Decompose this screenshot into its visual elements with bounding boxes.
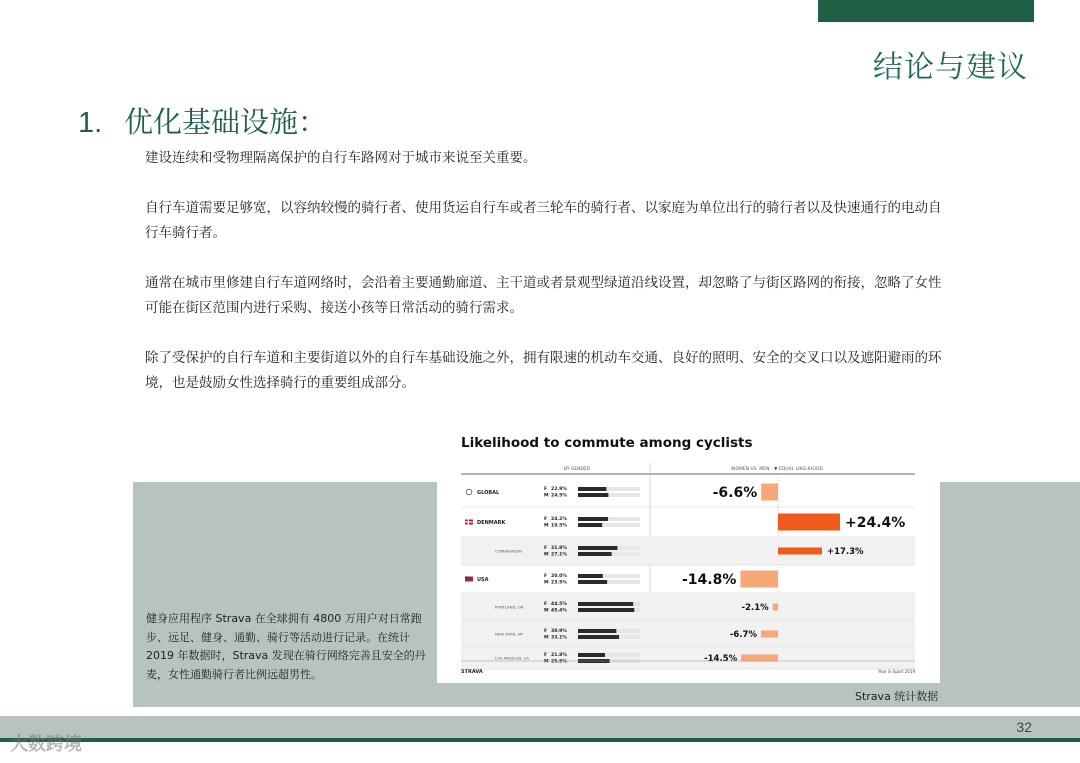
male-value: 33.1% bbox=[551, 635, 567, 641]
difference-label: +24.4% bbox=[845, 514, 906, 531]
row-band bbox=[461, 647, 915, 669]
female-label: F bbox=[544, 487, 548, 492]
chart-card bbox=[437, 425, 940, 683]
male-label: M bbox=[544, 523, 549, 529]
top-accent-bar bbox=[818, 0, 1034, 22]
heading bbox=[78, 100, 327, 141]
male-value: 24.5% bbox=[551, 493, 567, 499]
male-bar bbox=[578, 493, 608, 497]
difference-bar bbox=[741, 655, 778, 662]
male-bar bbox=[578, 635, 619, 639]
female-value: 31.8% bbox=[551, 546, 567, 551]
row-band bbox=[461, 621, 915, 647]
female-value: 30.9% bbox=[551, 629, 567, 634]
male-label: M bbox=[544, 608, 549, 614]
difference-bar bbox=[761, 631, 778, 638]
difference-label: -14.8% bbox=[682, 571, 737, 588]
male-label: M bbox=[544, 635, 549, 641]
difference-label: -2.1% bbox=[741, 602, 769, 613]
male-bar bbox=[578, 608, 634, 612]
female-bar bbox=[578, 653, 605, 657]
difference-label: +17.3% bbox=[826, 546, 864, 557]
female-label: F bbox=[544, 602, 548, 607]
source-note: Strava 统计数据 bbox=[855, 690, 939, 703]
male-label: M bbox=[544, 659, 549, 665]
female-value: 22.9% bbox=[551, 487, 567, 492]
male-bar bbox=[578, 552, 612, 556]
footer-line bbox=[0, 738, 1080, 742]
female-label: F bbox=[544, 546, 548, 551]
difference-bar bbox=[773, 604, 778, 611]
female-bar bbox=[578, 574, 603, 578]
female-value: 20.0% bbox=[551, 574, 567, 579]
female-bar bbox=[578, 602, 633, 606]
row-label: PORTLAND, OR bbox=[495, 604, 524, 610]
male-label: M bbox=[544, 493, 549, 499]
paragraph: 除了受保护的自行车道和主要街道以外的自行车基础设施之外，拥有限速的机动车交通、良好的照明、安全的交叉口以及遮阳避雨的环境，也是鼓励女性选择骑行的重要组成部分。 bbox=[145, 350, 942, 391]
chart-caption: 健身应用程序 Strava 在全球拥有 4800 万用户对日常跑步、远足、健身、通勤、骑行等活动进行记录。在统计 2019 年数据时，Strava 发现在骑行网络完善且安全的丹麦，女性通勤骑行者比例远超男性。 bbox=[146, 612, 426, 681]
male-bar bbox=[578, 580, 607, 584]
paragraph: 建设连续和受物理隔离保护的自行车路网对于城市来说至关重要。 bbox=[145, 150, 537, 166]
paragraph: 自行车道需要足够宽，以容纳较慢的骑行者、使用货运自行车或者三轮车的骑行者、以家庭为单位出行的骑行者以及快速通行的电动自行车骑行者。 bbox=[145, 200, 942, 241]
female-label: F bbox=[544, 629, 548, 634]
col-header-diff: WOMEN VS. MEN bbox=[731, 467, 770, 472]
brand-label: STRAVA bbox=[461, 669, 483, 675]
difference-label: -6.7% bbox=[729, 629, 757, 640]
female-value: 21.8% bbox=[551, 653, 567, 658]
female-bar bbox=[578, 546, 617, 550]
usa-flag-canton bbox=[465, 577, 469, 580]
col-header-equal: ▼ EQUAL LIKELIHOOD bbox=[774, 467, 823, 472]
row-band bbox=[461, 593, 915, 621]
denmark-flag-cross bbox=[465, 521, 473, 522]
row-label: DENMARK bbox=[477, 520, 506, 526]
globe-icon bbox=[466, 489, 472, 495]
difference-label: -6.6% bbox=[712, 484, 758, 501]
male-value: 19.5% bbox=[551, 523, 567, 529]
female-label: F bbox=[544, 653, 548, 658]
difference-bar bbox=[778, 548, 822, 555]
page-number: 32 bbox=[1016, 719, 1032, 735]
row-label: LOS ANGELES, CA bbox=[495, 655, 529, 661]
section-title: 结论与建议 bbox=[873, 50, 1028, 85]
heading-title: 优化基础设施： bbox=[124, 105, 328, 139]
paragraph: 通常在城市里修建自行车道网络时，会沿着主要通勤廊道、主干道或者景观型绿道沿线设置，却忽略了与街区路网的衔接，忽略了女性可能在街区范围内进行采购、接送小孩等日常活动的骑行需求。 bbox=[145, 275, 942, 316]
row-label: GLOBAL bbox=[477, 490, 500, 496]
difference-bar bbox=[740, 571, 778, 588]
male-value: 25.5% bbox=[551, 659, 567, 665]
male-value: 45.4% bbox=[551, 608, 567, 614]
male-value: 23.5% bbox=[551, 580, 567, 586]
watermark: 大数跨境 bbox=[10, 734, 82, 755]
female-label: F bbox=[544, 574, 548, 579]
female-label: F bbox=[544, 517, 548, 522]
difference-bar bbox=[778, 514, 840, 531]
row-label: USA bbox=[477, 577, 489, 583]
commute-chart bbox=[437, 425, 940, 683]
heading-number: 1. bbox=[78, 107, 103, 139]
female-value: 24.2% bbox=[551, 517, 567, 522]
col-header-gender: BY GENDER bbox=[563, 467, 591, 472]
female-bar bbox=[578, 629, 616, 633]
footer-band bbox=[0, 716, 1080, 738]
row-label: NEW YORK, NY bbox=[495, 631, 524, 637]
male-label: M bbox=[544, 580, 549, 586]
year-label: Year in Sport 2019 bbox=[878, 669, 915, 674]
female-value: 44.5% bbox=[551, 602, 567, 607]
male-value: 27.1% bbox=[551, 552, 567, 558]
male-label: M bbox=[544, 552, 549, 558]
female-bar bbox=[578, 487, 606, 491]
row-label: COPENHAGEN bbox=[495, 548, 522, 554]
difference-bar bbox=[761, 484, 778, 501]
male-bar bbox=[578, 523, 602, 527]
difference-label: -14.5% bbox=[704, 653, 738, 664]
female-bar bbox=[578, 517, 608, 521]
chart-title: Likelihood to commute among cyclists bbox=[461, 435, 753, 451]
body-text bbox=[145, 146, 945, 421]
